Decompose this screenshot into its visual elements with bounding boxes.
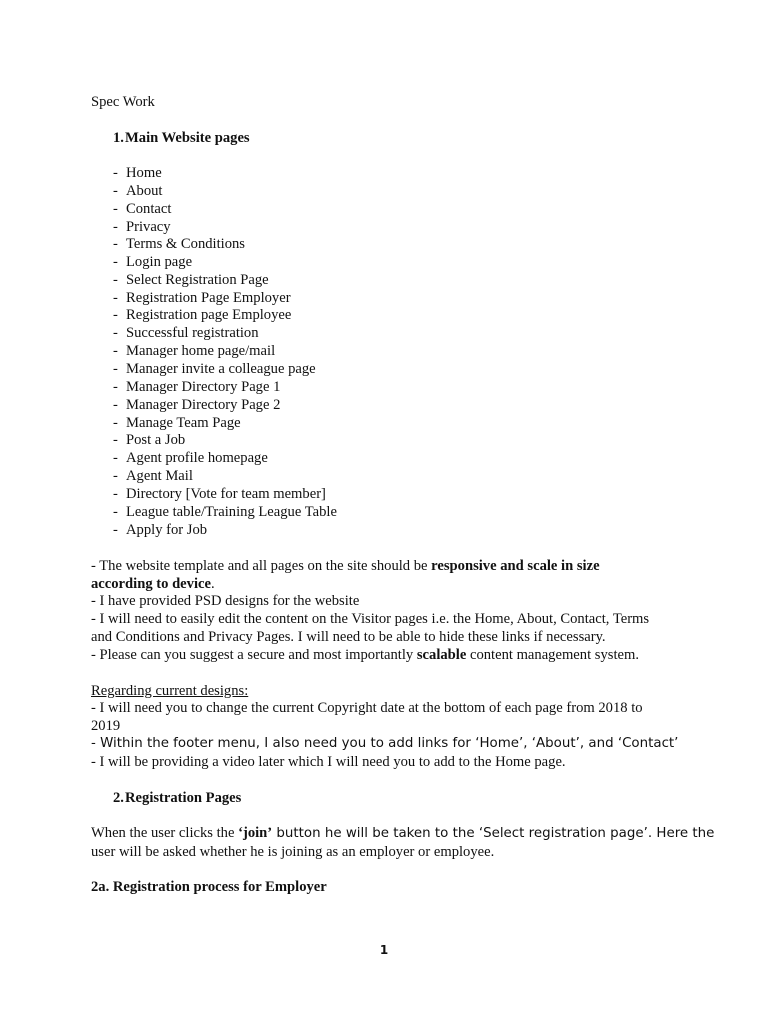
list-item [113, 485, 326, 503]
design-footer-links: - Within the footer menu, I also need you to add links for ‘Home’, ‘About’, and ‘Contact’ [91, 736, 679, 751]
list-marker: - [113, 343, 118, 359]
design-copyright-cont: 2019 [91, 718, 121, 734]
list-item [113, 342, 275, 360]
requirement-text: - The website template and all pages on the site should be [91, 558, 432, 574]
list-item [113, 414, 241, 432]
list-item-text: Apply for Job [126, 522, 208, 538]
requirement-text: - Please can you suggest a secure and most importantly [91, 647, 417, 663]
requirement-emphasis: according to device [91, 576, 211, 592]
list-item-text: Manager invite a colleague page [126, 361, 316, 377]
list-item [113, 396, 280, 414]
list-marker: - [113, 432, 118, 448]
list-item [113, 467, 193, 485]
paragraph-text: button he will be taken to the ‘Select registration page’. Here the [272, 826, 715, 841]
list-marker: - [113, 290, 118, 306]
list-marker: - [113, 325, 118, 341]
requirement-emphasis: responsive and scale in size [431, 558, 600, 574]
list-item-text: Manage Team Page [126, 415, 241, 431]
list-item-text: Agent Mail [126, 468, 193, 484]
list-marker: - [113, 254, 118, 270]
list-marker: - [113, 522, 118, 538]
list-item-text: Agent profile homepage [126, 450, 268, 466]
list-item-text: Manager Directory Page 1 [126, 379, 281, 395]
list-marker: - [113, 236, 118, 252]
designs-heading-text: Regarding current designs: [91, 683, 249, 699]
requirement-text: content management system. [466, 647, 639, 663]
design-video: - I will be providing a video later which I will need you to add to the Home page. [91, 754, 566, 770]
section-2-number: 2. [113, 790, 124, 806]
list-item-text: League table/Training League Table [126, 504, 337, 520]
list-item-text: About [126, 183, 163, 199]
list-item-text: Privacy [126, 219, 171, 235]
list-item-text: Post a Job [126, 432, 186, 448]
requirement-text: . [210, 576, 215, 592]
list-item [113, 164, 162, 182]
list-item [113, 431, 185, 449]
section-2-title: Registration Pages [125, 790, 242, 806]
designs-heading [91, 682, 248, 700]
section-1-title: Main Website pages [125, 130, 250, 146]
list-item [113, 218, 171, 236]
requirement-cms [91, 646, 639, 664]
section-2-heading [113, 789, 241, 807]
list-marker: - [113, 201, 118, 217]
list-marker: - [113, 486, 118, 502]
list-marker: - [113, 415, 118, 431]
list-item [113, 200, 171, 218]
registration-paragraph-cont: user will be asked whether he is joining as an employer or employee. [91, 844, 495, 860]
list-item [113, 521, 207, 539]
list-item [113, 324, 259, 342]
list-marker: - [113, 468, 118, 484]
paragraph-text: When the user clicks the [91, 825, 239, 841]
list-item [113, 378, 280, 396]
list-marker: - [113, 307, 118, 323]
requirement-responsive-cont [91, 575, 215, 593]
registration-paragraph [91, 824, 714, 843]
requirement-psd: - I have provided PSD designs for the website [91, 593, 360, 609]
list-marker: - [113, 450, 118, 466]
list-item-text: Home [126, 165, 162, 181]
list-marker: - [113, 504, 118, 520]
requirement-emphasis: scalable [416, 647, 467, 663]
page-number: 1 [379, 943, 389, 957]
list-item [113, 449, 268, 467]
list-item-text: Select Registration Page [126, 272, 269, 288]
list-marker: - [113, 219, 118, 235]
requirement-edit-content: - I will need to easily edit the content on the Visitor pages i.e. the Home, About, Contact, Terms [91, 611, 650, 627]
list-marker: - [113, 361, 118, 377]
paragraph-emphasis: ‘join’ [238, 825, 273, 841]
list-item-text: Registration Page Employer [126, 290, 291, 306]
list-item [113, 253, 192, 271]
list-marker: - [113, 397, 118, 413]
section-2a-heading: 2a. Registration process for Employer [91, 879, 327, 895]
requirement-edit-content-cont: and Conditions and Privacy Pages. I will need to be able to hide these links if necessary. [91, 629, 606, 645]
design-copyright: - I will need you to change the current Copyright date at the bottom of each page from 2018 to [91, 700, 643, 716]
list-item-text: Manager Directory Page 2 [126, 397, 281, 413]
list-item-text: Directory [Vote for team member] [126, 486, 326, 502]
list-item [113, 360, 316, 378]
section-1-number: 1. [113, 130, 124, 146]
list-marker: - [113, 165, 118, 181]
list-item-text: Successful registration [126, 325, 259, 341]
list-item-text: Contact [126, 201, 172, 217]
list-marker: - [113, 183, 118, 199]
document-title: Spec Work [91, 94, 155, 110]
list-item [113, 271, 269, 289]
list-item [113, 235, 245, 253]
list-item-text: Login page [126, 254, 193, 270]
list-marker: - [113, 379, 118, 395]
list-item [113, 289, 291, 307]
section-1-heading [113, 129, 250, 147]
list-marker: - [113, 272, 118, 288]
list-item [113, 503, 337, 521]
list-item-text: Terms & Conditions [126, 236, 245, 252]
list-item [113, 306, 291, 324]
list-item-text: Manager home page/mail [126, 343, 276, 359]
requirement-responsive [91, 557, 600, 575]
list-item-text: Registration page Employee [126, 307, 292, 323]
list-item [113, 182, 162, 200]
